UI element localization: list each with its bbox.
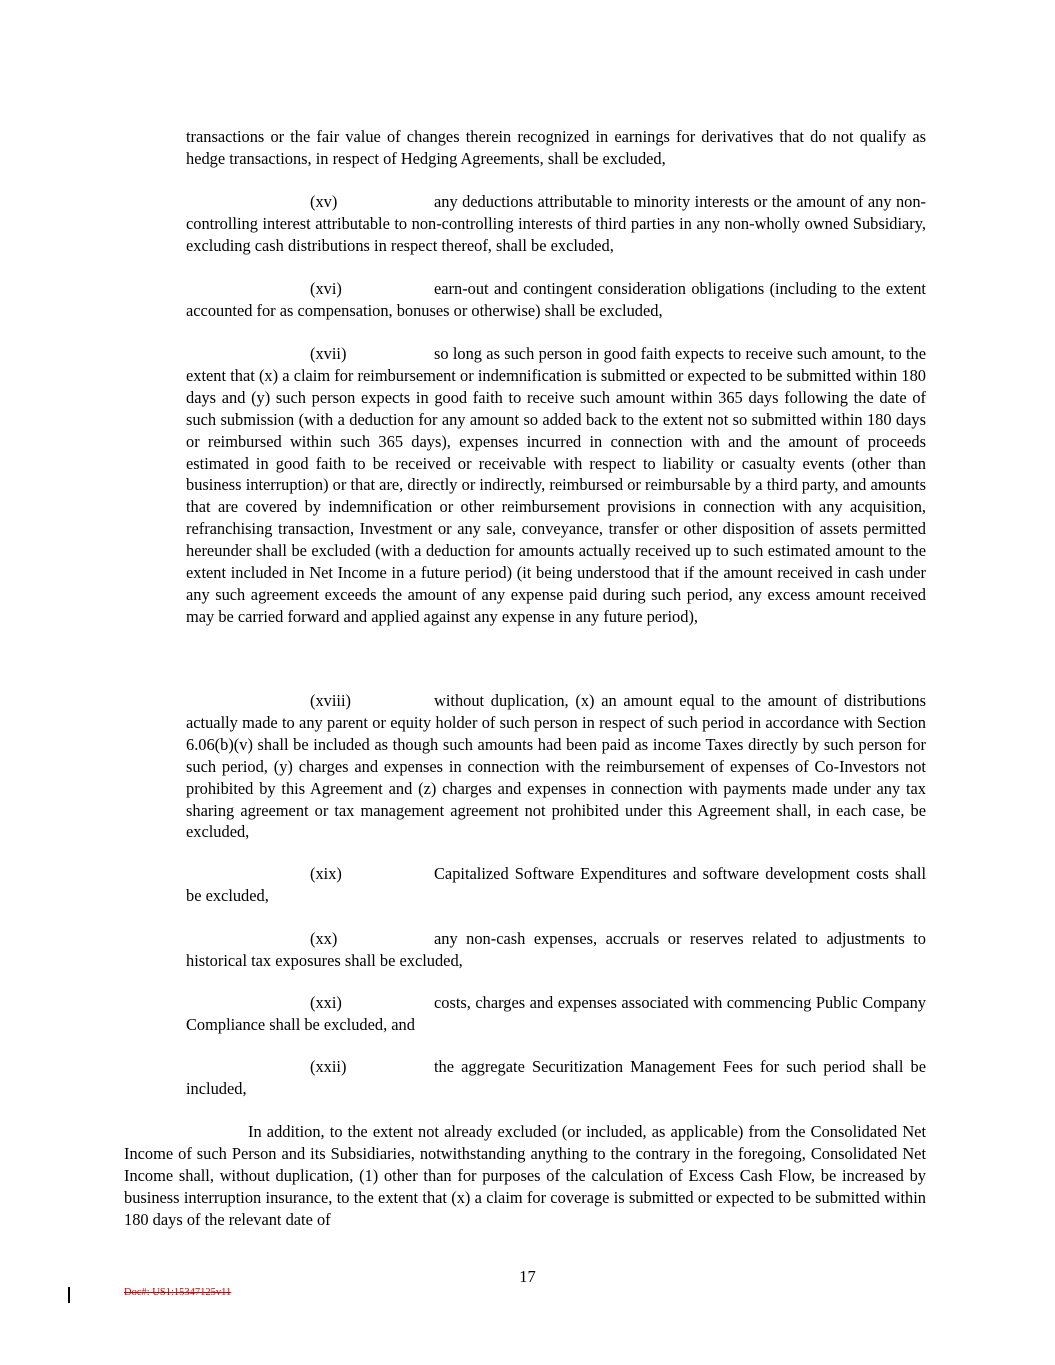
clause-text: earn-out and contingent consideration obligations (including to the extent accounted for as compensation, bonuses or otherwise) shall be excluded, — [186, 279, 926, 320]
clause-number: (xviii) — [310, 691, 351, 710]
clause-number: (xvi) — [310, 279, 342, 298]
clause-xx — [186, 928, 926, 972]
clause-text: without duplication, (x) an amount equal to the amount of distributions actually made to any parent or equity holder of such person in respect of such period in accordance with Section 6.06(b)(v) shall be included as though such amounts had been paid as income Taxes directly by such person for such period, (y) charges and expenses in connection with the reimbursement of expenses of Co-Investors not prohibited by this Agreement and (z) charges and expenses in connection with payments made under any tax sharing agreement or tax management agreement not prohibited under this Agreement shall, in each case, be excluded, — [186, 691, 926, 842]
clause-text: so long as such person in good faith expects to receive such amount, to the extent that (x) a claim for reimbursement or indemnification is submitted or expected to be submitted within 180 days and (y) such person expects in good faith to receive such amount within 365 days following the date of such submission (with a deduction for any amount so added back to the extent not so submitted within 180 days or reimbursed within such 365 days), expenses incurred in connection with and the amount of proceeds estimated in good faith to be received or receivable with respect to liability or casualty events (other than business interruption) or that are, directly or indirectly, reimbursed or reimbursable by a third party, and amounts that are covered by indemnification or other reimbursement provisions in connection with any acquisition, refranchising transaction, Investment or any sale, conveyance, transfer or other disposition of assets permitted hereunder shall be excluded (with a deduction for amounts actually received up to such estimated amount to the extent included in Net Income in a future period) (it being understood that if the amount received in cash under any such agreement exceeds the amount of any expense paid during such period, any excess amount received may be carried forward and applied against any expense in any future period), — [186, 344, 926, 626]
clause-number: (xxi) — [310, 993, 342, 1012]
clause-number: (xxii) — [310, 1057, 347, 1076]
clause-xviii — [186, 690, 926, 843]
clause-text: the aggregate Securitization Management Fees for such period shall be included, — [186, 1057, 926, 1098]
clause-text: any deductions attributable to minority interests or the amount of any non-controlling interest attributable to non-controlling interests of third parties in any non-wholly owned Subsidiary, excluding cash distributions in respect thereof, shall be excluded, — [186, 192, 926, 255]
clause-number: (xv) — [310, 192, 338, 211]
closing-paragraph — [124, 1121, 926, 1231]
clause-number: (xx) — [310, 929, 338, 948]
clause-xvii — [186, 343, 926, 628]
clause-xxii — [186, 1056, 926, 1100]
clause-text: Capitalized Software Expenditures and software development costs shall be excluded, — [186, 864, 926, 905]
continuation-paragraph: transactions or the fair value of changes therein recognized in earnings for derivatives that do not qualify as hedge transactions, in respect of Hedging Agreements, shall be excluded, — [186, 127, 926, 168]
closing-paragraph-text: In addition, to the extent not already excluded (or included, as applicable) from the Consolidated Net Income of such Person and its Subsidiaries, notwithstanding anything to the contrary in the foregoing, Consolidated Net Income shall, without duplication, (1) other than for purposes of the calculation of Excess Cash Flow, be increased by business interruption insurance, to the extent that (x) a claim for coverage is submitted or expected to be submitted within 180 days of the relevant date of — [124, 1122, 926, 1229]
clause-text: costs, charges and expenses associated with commencing Public Company Compliance shall be excluded, and — [186, 993, 926, 1034]
clause-xix — [186, 863, 926, 907]
clause-number: (xvii) — [310, 344, 347, 363]
clause-number: (xix) — [310, 864, 342, 883]
clause-text: any non-cash expenses, accruals or reserves related to adjustments to historical tax exposures shall be excluded, — [186, 929, 926, 970]
page-number: 17 — [519, 1267, 536, 1286]
revision-bar — [68, 1287, 70, 1303]
clause-xvi — [186, 278, 926, 322]
clause-xv — [186, 191, 926, 257]
document-id: Doc#: US1:15347125v11 — [124, 1287, 232, 1298]
clause-xxi — [186, 992, 926, 1036]
